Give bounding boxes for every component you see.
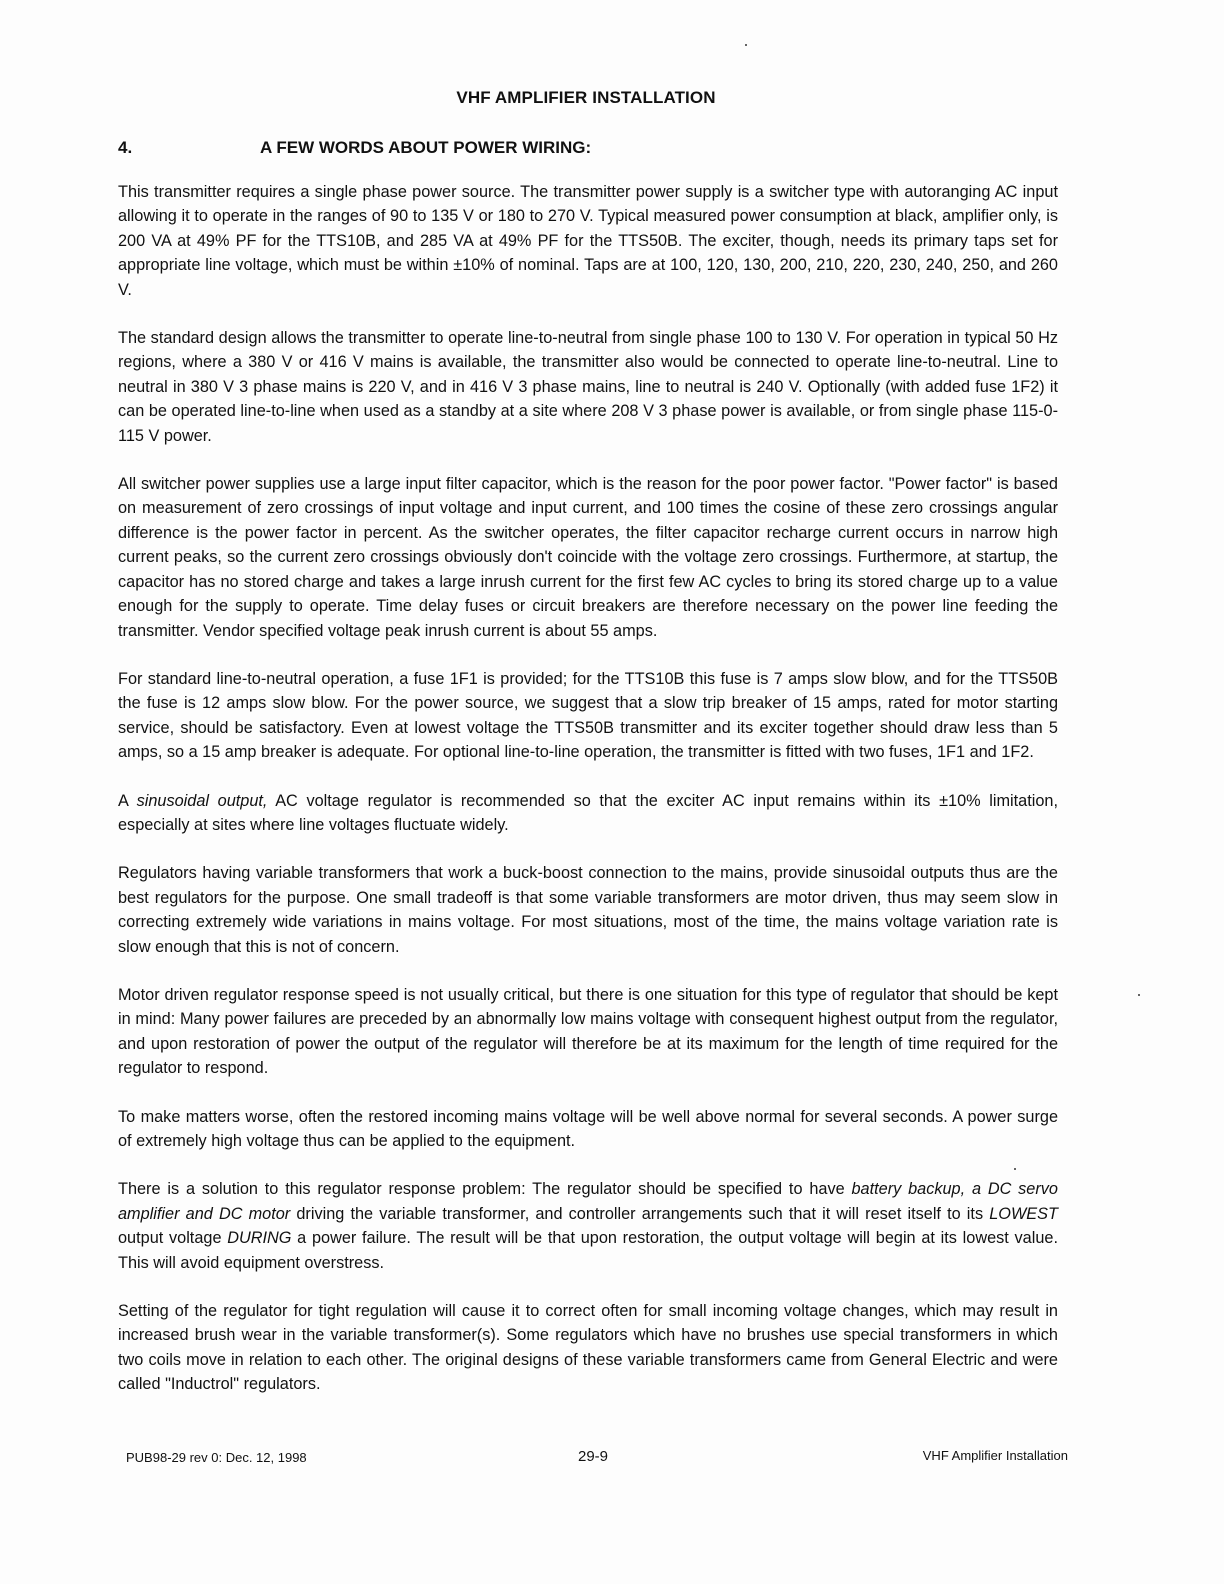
paragraph-9-text-a: There is a solution to this regulator response problem: The regulator should be specified to have bbox=[118, 1180, 852, 1199]
paragraph-6: Regulators having variable transformers that work a buck-boost connection to the mains, provide sinusoidal outputs thus are the best regulators for the purpose. One small tradeoff is that some variable transformers are motor driven, thus may seem slow in correcting extremely wide variations in mains voltage. For most situations, most of the time, the mains voltage variation rate is slow enough that this is not of concern. bbox=[118, 864, 1058, 956]
paragraph-5 bbox=[118, 789, 1058, 838]
scan-speck bbox=[1014, 1168, 1016, 1170]
page-footer bbox=[118, 1448, 1068, 1472]
document-body bbox=[118, 180, 1058, 1421]
paragraph-1: This transmitter requires a single phase power source. The transmitter power supply is a switcher type with autoranging AC input allowing it to operate in the ranges of 90 to 135 V or 180 to 270 V. Typical measured power consumption at black, amplifier only, is 200 VA at 49% PF for the TTS10B, and 285 VA at 49% PF for the TTS50B. The exciter, though, needs its primary taps set for appropriate line voltage, which must be within ±10% of nominal. Taps are at 100, 120, 130, 200, 210, 220, 230, 240, 250, and 260 V. bbox=[118, 183, 1058, 299]
paragraph-10: Setting of the regulator for tight regulation will cause it to correct often for small incoming voltage changes, which may result in increased brush wear in the variable transformer(s). Some regulators which have no brushes use special transformers in which two coils move in relation to each other. The original designs of these variable transformers came from General Electric and were called "Inductrol" regulators. bbox=[118, 1302, 1058, 1394]
paragraph-9-text-d: a power failure. The result will be that upon restoration, the output voltage will begin at its lowest value. This will avoid equipment overstress. bbox=[118, 1229, 1058, 1272]
paragraph-8: To make matters worse, often the restored incoming mains voltage will be well above normal for several seconds. A power surge of extremely high voltage thus can be applied to the equipment. bbox=[118, 1107, 1058, 1150]
paragraph-5-emphasis: sinusoidal output, bbox=[136, 791, 268, 810]
paragraph-5-text-a: A bbox=[118, 791, 137, 810]
paragraph-5-text-b: AC voltage regulator is recommended so that the exciter AC input remains within its ±10% limitation, especially at sites where line voltages fluctuate widely. bbox=[118, 791, 1059, 834]
footer-publication: PUB98-29 rev 0: Dec. 12, 1998 bbox=[126, 1450, 307, 1465]
scan-speck bbox=[745, 44, 747, 46]
paragraph-2: The standard design allows the transmitter to operate line-to-neutral from single phase 100 to 130 V. For operation in typical 50 Hz regions, where a 380 V or 416 V mains is available, the transmitter also would be connected to operate line-to-neutral. Line to neutral in 380 V 3 phase mains is 220 V, and in 416 V 3 phase mains, line to neutral is 240 V. Optionally (with added fuse 1F2) it can be operated line-to-line when used as a standby at a site where 208 V 3 phase power is available, or from single phase 115-0-115 V power. bbox=[118, 329, 1058, 445]
footer-page-number: 29-9 bbox=[578, 1448, 609, 1465]
footer-doc-title: VHF Amplifier Installation bbox=[922, 1448, 1068, 1463]
paragraph-4: For standard line-to-neutral operation, a fuse 1F1 is provided; for the TTS10B this fuse is 7 amps slow blow, and for the TTS50B the fuse is 12 amps slow blow. For the power source, we suggest that a slow trip breaker of 15 amps, rated for motor starting service, should be satisfactory. Even at lowest voltage the TTS50B transmitter and its exciter together should draw less than 5 amps, so a 15 amp breaker is adequate. For optional line-to-line operation, the transmitter is fitted with two fuses, 1F1 and 1F2. bbox=[118, 669, 1058, 762]
section-number: 4. bbox=[118, 138, 133, 157]
paragraph-7: Motor driven regulator response speed is not usually critical, but there is one situation for this type of regulator that should be kept in mind: Many power failures are preceded by an abnormally low mains voltage with consequent highest output from the regulator, and upon restoration of power the output of the regulator will therefore be at its maximum for the length of time required for the regulator to respond. bbox=[118, 985, 1058, 1078]
page-title: VHF AMPLIFIER INSTALLATION bbox=[456, 88, 716, 107]
paragraph-9-emphasis-1: battery backup, a DC servo amplifier and DC motor bbox=[118, 1180, 1058, 1223]
paragraph-9 bbox=[118, 1177, 1058, 1275]
paragraph-9-emphasis-3: DURING bbox=[227, 1229, 292, 1248]
paragraph-3: All switcher power supplies use a large input filter capacitor, which is the reason for the poor power factor. "Power factor" is based on measurement of zero crossings of input voltage and input current, and 100 times the cosine of these zero crossings angular difference is the power factor in percent. As the switcher operates, the filter capacitor recharge current occurs in narrow high current peaks, so the current zero crossings obviously don't coincide with the voltage zero crossings. Furthermore, at startup, the capacitor has no stored charge and takes a large inrush current for the first few AC cycles to bring its stored charge up to a value enough for the supply to operate. Time delay fuses or circuit breakers are therefore necessary on the power line feeding the transmitter. Vendor specified voltage peak inrush current is about 55 amps. bbox=[118, 475, 1058, 640]
section-heading bbox=[118, 138, 1058, 158]
scan-speck bbox=[1138, 994, 1140, 996]
paragraph-9-text-b: driving the variable transformer, and controller arrangements such that it will reset itself to its bbox=[290, 1204, 990, 1223]
paragraph-9-emphasis-2: LOWEST bbox=[989, 1204, 1058, 1223]
paragraph-9-text-c: output voltage bbox=[118, 1229, 228, 1248]
section-title: A FEW WORDS ABOUT POWER WIRING: bbox=[260, 138, 592, 157]
